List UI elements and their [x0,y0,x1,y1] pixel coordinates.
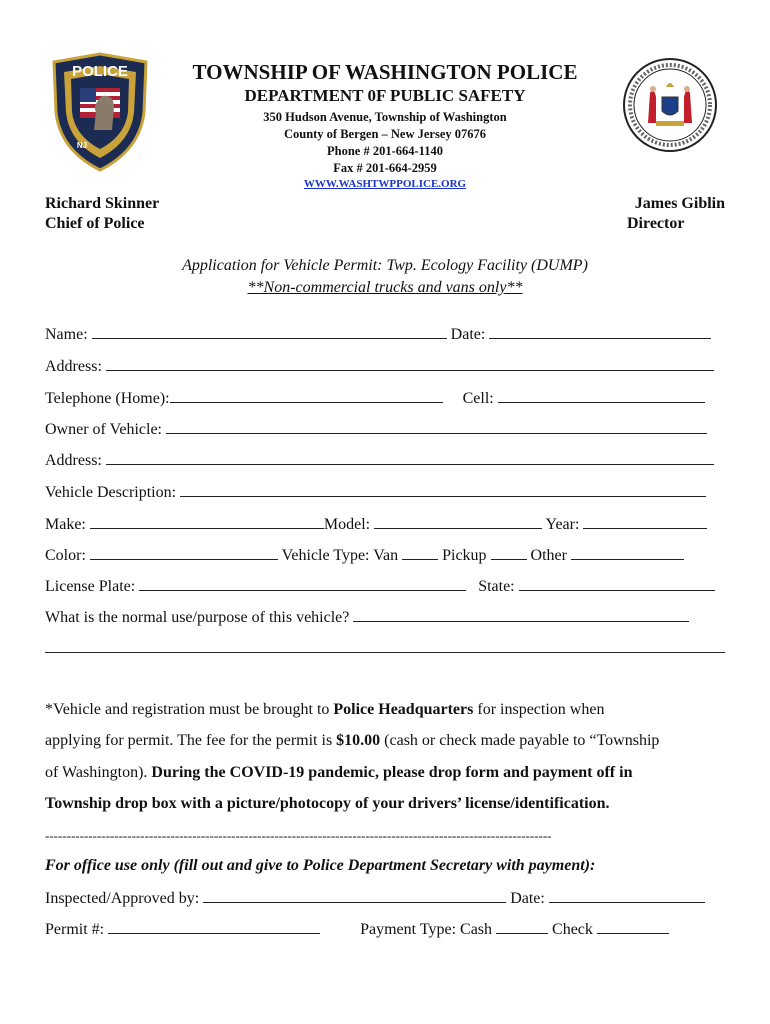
payment-label: Payment Type: Cash [360,921,493,938]
owner-address-label: Address: [45,452,102,469]
purpose-row-2 [45,638,725,658]
cell-field[interactable] [498,388,705,403]
fee-amount: $10.00 [336,732,381,749]
address-field[interactable] [106,356,714,371]
check-label: Check [552,921,593,938]
description-row [45,482,706,502]
owner-field[interactable] [166,419,707,434]
state-label: State: [478,578,515,595]
color-label: Color: [45,547,86,564]
director-title: Director [627,215,685,232]
address-line-1: 350 Hudson Avenue, Township of Washington [263,110,507,124]
date-field[interactable] [489,324,711,339]
make-row [45,514,707,534]
purpose-field-2[interactable] [45,638,725,653]
department-subtitle: DEPARTMENT 0F PUBLIC SAFETY [244,86,526,105]
name-label: Name: [45,326,88,343]
color-field[interactable] [90,545,278,560]
check-field[interactable] [597,919,669,934]
office-date-field[interactable] [549,888,705,903]
purpose-label: What is the normal use/purpose of this vehicle? [45,609,350,626]
inspected-row [45,888,705,908]
notice-line-2 [45,732,659,750]
owner-label: Owner of Vehicle: [45,421,162,438]
year-label: Year: [545,516,580,533]
state-field[interactable] [519,576,715,591]
telephone-label: Telephone (Home): [45,390,170,407]
plate-field[interactable] [139,576,466,591]
inspected-label: Inspected/Approved by: [45,890,200,907]
permit-row [45,919,669,939]
address-label: Address: [45,358,102,375]
notice-text: for inspection when [473,701,605,718]
description-label: Vehicle Description: [45,484,177,501]
vehicle-type-label: Vehicle Type: Van [281,547,399,564]
notice-text: *Vehicle and registration must be brought to [45,701,334,718]
cash-field[interactable] [496,919,548,934]
office-heading: For office use only (fill out and give to Police Department Secretary with payment): [45,857,596,874]
covid-notice: During the COVID-19 pandemic, please drop form and payment off in [151,764,633,781]
notice-line-1 [45,701,604,719]
notice-text: (cash or check made payable to “Township [380,732,660,749]
description-field[interactable] [180,482,706,497]
chief-title: Chief of Police [45,215,145,232]
fax-number: Fax # 201-664-2959 [333,161,437,175]
telephone-row [45,388,705,408]
permit-label: Permit #: [45,921,105,938]
svg-text:POLICE: POLICE [72,63,128,80]
purpose-row [45,607,689,627]
notice-emphasis: Police Headquarters [333,701,474,718]
pickup-field[interactable] [491,545,527,560]
address-row [45,356,714,376]
plate-label: License Plate: [45,578,136,595]
owner-address-field[interactable] [106,450,714,465]
color-row [45,545,684,565]
permit-field[interactable] [108,919,320,934]
phone-number: Phone # 201-664-1140 [327,144,443,158]
address-line-2: County of Bergen – New Jersey 07676 [283,127,487,141]
page-title: TOWNSHIP OF WASHINGTON POLICE [192,60,578,84]
model-label: Model: [323,516,371,533]
form-heading: Application for Vehicle Permit: Twp. Ecology Facility (DUMP) [182,257,588,274]
owner-address-row [45,450,714,470]
svg-text:NJ: NJ [76,141,88,150]
cell-label: Cell: [462,390,494,407]
inspected-field[interactable] [203,888,506,903]
form-subheading: **Non-commercial trucks and vans only** [247,279,523,296]
other-label: Other [530,547,567,564]
chief-name: Richard Skinner [45,195,160,212]
notice-line-3 [45,764,632,782]
other-field[interactable] [571,545,684,560]
van-field[interactable] [402,545,438,560]
purpose-field[interactable] [353,607,689,622]
pickup-label: Pickup [442,547,487,564]
model-field[interactable] [374,514,542,529]
make-field[interactable] [90,514,324,529]
make-label: Make: [45,516,86,533]
office-date-label: Date: [510,890,545,907]
plate-row [45,576,715,596]
notice-text: of Washington). [45,764,152,781]
website-link[interactable]: WWW.WASHTWPPOLICE.ORG [303,178,467,190]
year-field[interactable] [583,514,707,529]
name-field[interactable] [92,324,447,339]
date-label: Date: [450,326,486,343]
owner-row [45,419,707,439]
name-row [45,324,711,344]
divider: --------------------------------------------------------------------------------------------------------------------- [45,828,552,843]
director-name: James Giblin [634,195,725,212]
notice-line-4: Township drop box with a picture/photocopy of your drivers’ license/identification. [45,795,610,812]
telephone-field[interactable] [170,388,443,403]
notice-text: applying for permit. The fee for the permit is [45,732,337,749]
